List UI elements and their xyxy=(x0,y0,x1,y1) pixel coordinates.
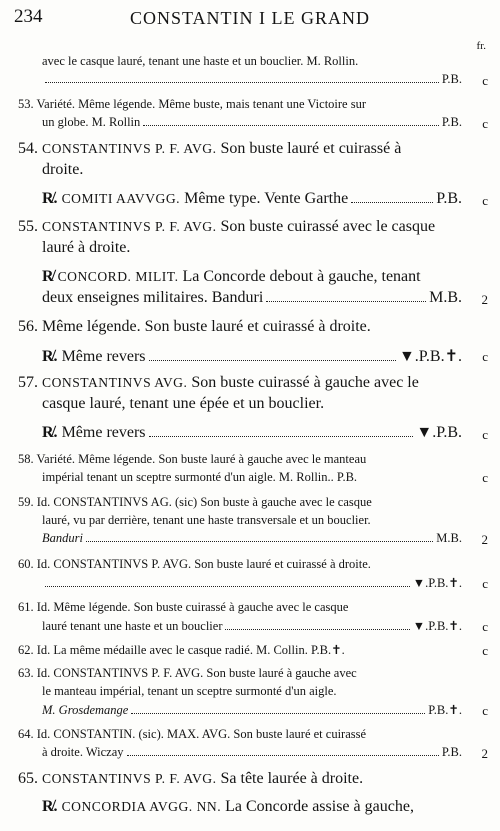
entry-line: droite. xyxy=(42,161,84,178)
entry-line: 64. Id. CONSTANTIN. (sic). MAX. AVG. Son buste lauré et cuirassé xyxy=(18,727,367,741)
entry-line: 56. Même légende. Son buste lauré et cuirassé à droite. xyxy=(18,318,371,335)
entry-line: 55. CONSTANTINVS P. F. AVG. Son buste cuirassé avec le casque xyxy=(18,218,436,235)
entry-line: avec le casque lauré, tenant une haste et un bouclier. M. Rollin. xyxy=(42,54,359,68)
rarity-mark: 2 xyxy=(481,292,488,307)
reverse-line: deux enseignes militaires. Banduri M.B. xyxy=(42,289,462,306)
entry-line: P.B. xyxy=(42,72,462,87)
rarity-mark: c xyxy=(482,576,488,591)
rarity-mark: 2 xyxy=(481,746,488,761)
entry-line: le manteau impérial, tenant un sceptre surmonté d'un aigle. xyxy=(42,684,337,698)
entry-line: à droite. Wiczay P.B. xyxy=(42,745,462,759)
rarity-mark: c xyxy=(482,73,488,88)
reverse-line: R̸. Même revers ▼.P.B.✝. xyxy=(42,348,462,365)
entry-line: 59. Id. CONSTANTINVS AG. (sic) Son buste à gauche avec le casque xyxy=(18,495,372,509)
reverse-line: R̸. Même revers ▼.P.B. xyxy=(42,424,462,441)
entry-line: 58. Variété. Même légende. Son buste lauré à gauche avec le manteau xyxy=(18,452,367,466)
rarity-mark: c xyxy=(482,470,488,485)
page-number: 234 xyxy=(14,6,43,27)
reverse-line: R̸ CONCORD. MILIT. La Concorde debout à gauche, tenant xyxy=(42,268,421,285)
rarity-mark: c xyxy=(482,193,488,208)
page-title: CONSTANTIN I LE GRAND xyxy=(129,8,371,28)
rarity-mark: c xyxy=(482,643,488,658)
entry-line: 54. CONSTANTINVS P. F. AVG. Son buste lauré et cuirassé à xyxy=(18,140,402,157)
entry-line: M. Grosdemange P.B.✝. xyxy=(42,703,462,717)
entry-line: casque lauré, tenant une épée et un bouclier. xyxy=(42,395,325,412)
leader-dots xyxy=(45,75,439,84)
rarity-mark: c xyxy=(482,427,488,442)
entry-line: ▼.P.B.✝. xyxy=(42,575,462,591)
entry-line: 63. Id. CONSTANTINVS P. F. AVG. Son buste lauré à gauche avec xyxy=(18,666,357,680)
entry-line: 57. CONSTANTINVS AVG. Son buste cuirassé à gauche avec le xyxy=(18,374,419,391)
entry-line: Banduri M.B. xyxy=(42,531,462,545)
entry-line: 61. Id. Même légende. Son buste cuirassé à gauche avec le casque xyxy=(18,600,349,614)
entry-line: lauré tenant une haste et un bouclier ▼.P.B.✝. xyxy=(42,619,462,633)
column-label: fr. xyxy=(476,40,486,52)
entry-line: 53. Variété. Même légende. Même buste, mais tenant une Victoire sur xyxy=(18,97,366,111)
entry-line: lauré à droite. xyxy=(42,239,131,256)
entry-line: 60. Id. CONSTANTINVS P. AVG. Son buste lauré et cuirassé à droite. xyxy=(18,557,371,571)
entry-line: lauré, vu par derrière, tenant une haste transversale et un bouclier. xyxy=(42,513,371,527)
entry-line: 62. Id. La même médaille avec le casque radié. M. Collin. P.B.✝. xyxy=(18,643,345,657)
rarity-mark: c xyxy=(482,116,488,131)
entry-line: 65. CONSTANTINVS P. F. AVG. Sa tête laurée à droite. xyxy=(18,770,364,787)
entry-line: impérial tenant un sceptre surmonté d'un aigle. M. Rollin.. P.B. xyxy=(42,470,358,484)
rarity-mark: c xyxy=(482,619,488,634)
reverse-line: R̸. COMITI AAVVGG. Même type. Vente Garthe P.B. xyxy=(42,190,462,207)
rarity-mark: 2 xyxy=(481,532,488,547)
reverse-line: R̸. CONCORDIA AVGG. NN. La Concorde assise à gauche, xyxy=(42,798,414,815)
rarity-mark: c xyxy=(482,349,488,364)
entry-line: un globe. M. Rollin P.B. xyxy=(42,115,462,129)
rarity-mark: c xyxy=(482,703,488,718)
